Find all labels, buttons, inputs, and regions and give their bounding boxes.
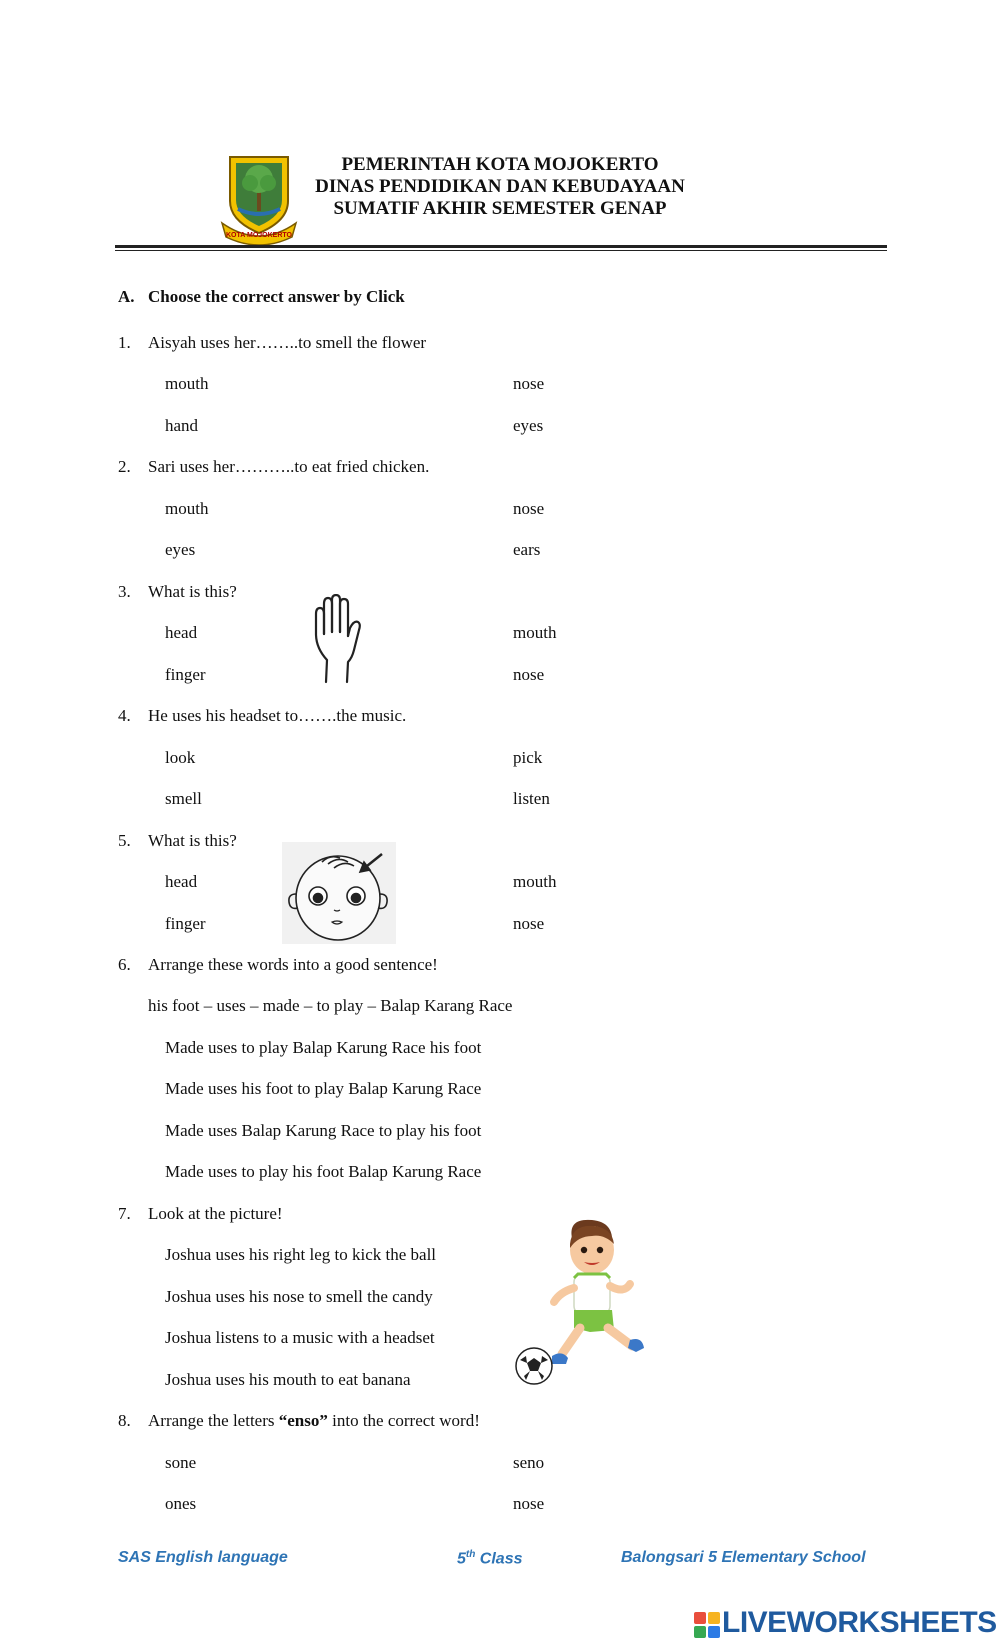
question-7-text: Look at the picture! <box>148 1204 283 1223</box>
hand-icon <box>310 594 380 686</box>
footer-subject: SAS English language <box>118 1549 288 1566</box>
section-title: Choose the correct answer by Click <box>148 287 405 306</box>
question-4-text: He uses his headset to…….the music. <box>148 706 407 725</box>
question-3-number: 3. <box>118 582 131 601</box>
question-6-text: Arrange these words into a good sentence! <box>148 955 438 974</box>
q8-option-sone[interactable]: sone <box>165 1453 197 1472</box>
question-1-text: Aisyah uses her……..to smell the flower <box>148 333 427 352</box>
liveworksheets-brand[interactable]: LIVEWORKSHEETS <box>722 1606 997 1639</box>
question-3-text: What is this? <box>148 582 237 601</box>
header-line-1: PEMERINTAH KOTA MOJOKERTO <box>341 154 659 175</box>
liveworksheets-logo-icon <box>694 1612 720 1638</box>
q2-option-eyes[interactable]: eyes <box>165 540 196 559</box>
q7-option-2[interactable]: Joshua uses his nose to smell the candy <box>165 1287 433 1306</box>
footer-class-suffix: th <box>465 1549 476 1560</box>
q1-option-nose[interactable]: nose <box>513 374 545 393</box>
q4-option-look[interactable]: look <box>165 748 196 767</box>
question-4-number: 4. <box>118 706 131 725</box>
q8-option-seno[interactable]: seno <box>513 1453 545 1472</box>
header-line-2: DINAS PENDIDIKAN DAN KEBUDAYAAN <box>315 176 685 197</box>
q4-option-listen[interactable]: listen <box>513 789 550 808</box>
question-8-text-before: Arrange the letters <box>148 1411 279 1430</box>
footer-class-number: 5 <box>457 1550 466 1568</box>
q4-option-smell[interactable]: smell <box>165 789 202 808</box>
q1-option-mouth[interactable]: mouth <box>165 374 209 393</box>
question-5-text: What is this? <box>148 831 237 850</box>
q1-option-hand[interactable]: hand <box>165 416 199 435</box>
baby-face-icon <box>282 842 396 944</box>
q5-option-mouth[interactable]: mouth <box>513 872 557 891</box>
question-7-number: 7. <box>118 1204 131 1223</box>
question-2-text: Sari uses her………..to eat fried chicken. <box>148 457 430 476</box>
question-1-number: 1. <box>118 333 131 352</box>
header-divider-thin <box>115 250 887 251</box>
q4-option-pick[interactable]: pick <box>513 748 543 767</box>
q5-option-head[interactable]: head <box>165 872 198 891</box>
q5-option-nose[interactable]: nose <box>513 914 545 933</box>
q1-option-eyes[interactable]: eyes <box>513 416 544 435</box>
q7-option-3[interactable]: Joshua listens to a music with a headset <box>165 1328 435 1347</box>
footer-school: Balongsari 5 Elementary School <box>621 1549 866 1566</box>
q3-option-head[interactable]: head <box>165 623 198 642</box>
header-divider-thick <box>115 245 887 248</box>
question-8-text <box>148 1411 480 1431</box>
question-8-letters: “enso” <box>278 1411 328 1430</box>
q3-option-mouth[interactable]: mouth <box>513 623 557 642</box>
section-letter: A. <box>118 287 135 306</box>
q8-option-nose[interactable]: nose <box>513 1494 545 1513</box>
question-2-number: 2. <box>118 457 131 476</box>
q3-option-nose[interactable]: nose <box>513 665 545 684</box>
q8-option-ones[interactable]: ones <box>165 1494 197 1513</box>
svg-text:KOTA MOJOKERTO: KOTA MOJOKERTO <box>226 232 292 239</box>
q5-option-finger[interactable]: finger <box>165 914 206 933</box>
footer-class <box>457 1549 523 1568</box>
q6-option-4[interactable]: Made uses to play his foot Balap Karung Race <box>165 1162 482 1181</box>
header-line-3: SUMATIF AKHIR SEMESTER GENAP <box>333 198 667 219</box>
question-6-prompt: his foot – uses – made – to play – Balap Karang Race <box>148 996 513 1015</box>
q7-option-1[interactable]: Joshua uses his right leg to kick the ball <box>165 1245 437 1264</box>
q6-option-2[interactable]: Made uses his foot to play Balap Karung Race <box>165 1079 482 1098</box>
boy-kicking-ball-icon <box>512 1218 652 1388</box>
q2-option-ears[interactable]: ears <box>513 540 541 559</box>
q2-option-nose[interactable]: nose <box>513 499 545 518</box>
footer-class-word: Class <box>475 1550 523 1568</box>
q3-option-finger[interactable]: finger <box>165 665 206 684</box>
question-6-number: 6. <box>118 955 131 974</box>
question-8-number: 8. <box>118 1411 131 1430</box>
question-5-number: 5. <box>118 831 131 850</box>
q6-option-1[interactable]: Made uses to play Balap Karung Race his foot <box>165 1038 482 1057</box>
q7-option-4[interactable]: Joshua uses his mouth to eat banana <box>165 1370 411 1389</box>
q2-option-mouth[interactable]: mouth <box>165 499 209 518</box>
q6-option-3[interactable]: Made uses Balap Karung Race to play his foot <box>165 1121 482 1140</box>
question-8-text-after: into the correct word! <box>327 1411 480 1430</box>
header-title-block <box>285 154 715 224</box>
